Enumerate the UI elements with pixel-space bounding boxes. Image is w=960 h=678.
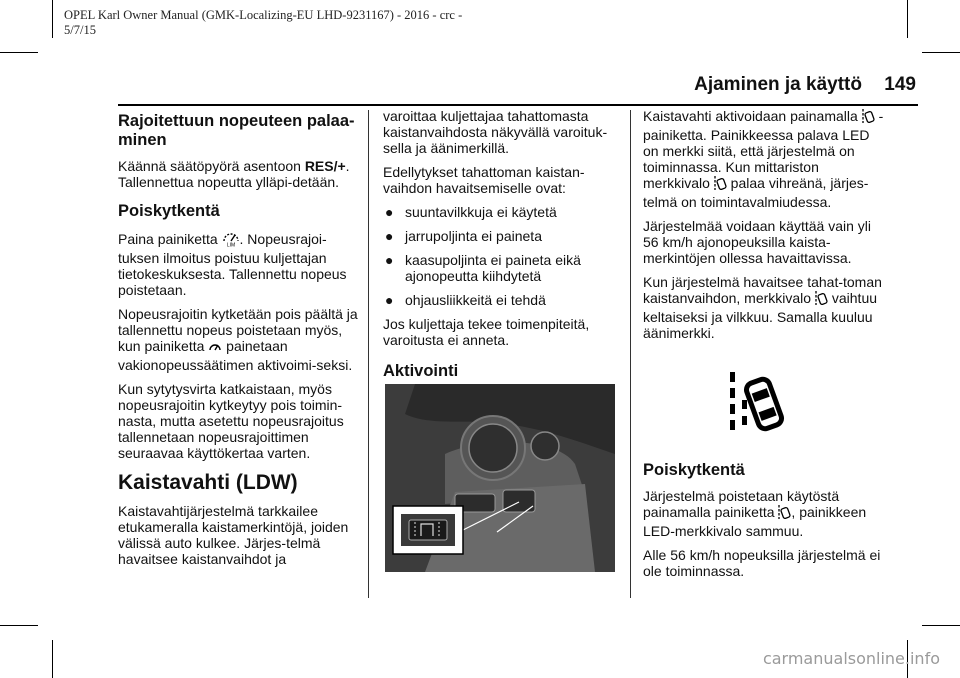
column-1 xyxy=(118,112,358,575)
lane-departure-icon xyxy=(862,108,875,127)
paragraph-activation-2: Järjestelmää voidaan käyttää vain yli 56 km/h ajonopeuksilla kaista-merkintöjen ollessa havaittavissa. xyxy=(643,218,872,266)
text: -painiketta. Painikkeessa palava LED on merkki siitä, että järjestelmä on toiminnassa. Kun mittariston merkkivalo xyxy=(643,108,884,191)
heading-resume: Rajoitettuun nopeuteen palaa-minen xyxy=(118,112,355,149)
crop-mark xyxy=(52,0,53,38)
cruise-control-icon xyxy=(208,340,222,357)
heading-switch-off-ldw: Poiskytkentä xyxy=(643,461,745,479)
svg-text:LIM: LIM xyxy=(226,242,235,247)
paragraph-off-2 xyxy=(118,306,358,373)
text: Kaistavahti aktivoidaan painamalla xyxy=(643,108,862,124)
column-separator xyxy=(368,110,369,598)
paragraph-activation-3 xyxy=(643,274,888,341)
section-title: Ajaminen ja käyttö xyxy=(694,74,862,95)
paragraph-ldw-off-2: Alle 56 km/h nopeuksilla järjestelmä ei ole toiminnassa. xyxy=(643,547,881,579)
res-label: RES/+ xyxy=(304,158,346,174)
paragraph-conditions: Edellytykset tahattoman kaistan-vaihdon havaitsemiselle ovat: xyxy=(383,164,585,196)
text: Kun järjestelmä havaitsee tahat-toman kaistanvaihdon, merkkivalo xyxy=(643,274,882,306)
crop-mark xyxy=(922,52,960,53)
speed-limiter-icon xyxy=(222,229,240,250)
column-2 xyxy=(383,108,623,389)
list-item-text: ohjausliikkeitä ei tehdä xyxy=(405,292,546,308)
text: palaa vihreänä, järjes-telmä on toimintavalmiudessa. xyxy=(643,175,869,210)
lane-departure-icon xyxy=(778,504,791,523)
print-metadata xyxy=(64,8,462,38)
bullet: ● xyxy=(385,204,394,220)
print-metadata-line1: OPEL Karl Owner Manual (GMK-Localizing-EU LHD-9231167) - 2016 - crc - xyxy=(64,8,463,22)
paragraph-resume xyxy=(118,158,358,190)
bullet: ● xyxy=(385,228,394,244)
text: . Nopeusrajoi-tuksen ilmoitus poistuu kuljettajan tietokeskuksesta. Tallennettu nopeus poistetaan. xyxy=(118,231,347,298)
text: vaihtuu keltaiseksi ja vilkkuu. Samalla kuuluu äänimerkki. xyxy=(643,290,878,341)
paragraph-driver: Jos kuljettaja tekee toimenpiteitä, varoitusta ei anneta. xyxy=(383,316,590,348)
heading-switch-off: Poiskytkentä xyxy=(118,202,220,220)
paragraph-activation-1 xyxy=(643,108,888,210)
crop-mark xyxy=(907,0,908,38)
column-3 xyxy=(643,108,888,587)
list-item xyxy=(383,228,623,244)
list-item xyxy=(383,252,623,284)
crop-mark xyxy=(52,640,53,678)
lane-departure-icon xyxy=(815,290,828,309)
footer-watermark: carmanualsonline.info xyxy=(762,649,940,668)
list-item-text: suuntavilkkuja ei käytetä xyxy=(405,204,557,220)
print-metadata-line2: 5/7/15 xyxy=(64,23,96,37)
text: Paina painiketta xyxy=(118,231,222,247)
heading-activation: Aktivointi xyxy=(383,362,459,380)
paragraph-ldw: Kaistavahtijärjestelmä tarkkailee etukameralla kaistamerkintöjä, joiden välissä auto kulkee. Järjes-telmä havaitsee kaistanvaihdot ja xyxy=(118,503,349,567)
list-item-text: kaasupoljinta ei paineta eikä ajonopeutta kiihdytetä xyxy=(405,252,581,284)
heading-ldw: Kaistavahti (LDW) xyxy=(118,471,298,494)
crop-mark xyxy=(0,625,38,626)
dashboard-switch-photo xyxy=(385,384,615,572)
list-item xyxy=(383,292,623,308)
lane-departure-icon xyxy=(714,175,727,194)
list-item-text: jarrupoljinta ei paineta xyxy=(405,228,542,244)
text: . Tallennettua nopeutta ylläpi-detään. xyxy=(118,158,350,190)
crop-mark xyxy=(0,52,38,53)
paragraph-off-3: Kun sytytysvirta katkaistaan, myös nopeusrajoitin kytkeytyy pois toimin-nasta, mutta asetettu nopeusrajoitus tallennetaan nopeusrajoittimen seuraavaa käyttökertaa varten. xyxy=(118,381,344,461)
list-item xyxy=(383,204,623,220)
column-separator xyxy=(630,110,631,598)
bullet: ● xyxy=(385,292,394,308)
paragraph-off-1 xyxy=(118,229,358,298)
header-rule xyxy=(118,104,918,106)
paragraph-warning: varoittaa kuljettajaa tahattomasta kaistanvaihdosta näkyvällä varoituk-sella ja äänimerkillä. xyxy=(383,108,608,156)
text: Järjestelmä poistetaan käytöstä painamalla painiketta xyxy=(643,488,840,520)
text: Nopeusrajoitin kytketään pois päältä ja tallennettu nopeus poistetaan myös, kun painiketta xyxy=(118,306,358,354)
page-number: 149 xyxy=(884,74,916,95)
text: painetaan vakionopeussäätimen aktivoimi-seksi. xyxy=(118,338,353,373)
crop-mark xyxy=(922,625,960,626)
text: , painikkeen LED-merkkivalo sammuu. xyxy=(643,504,867,539)
lane-departure-warning-icon xyxy=(726,370,786,445)
text: Käännä säätöpyörä asentoon xyxy=(118,158,305,174)
bullet: ● xyxy=(385,252,394,268)
paragraph-ldw-off-1 xyxy=(643,488,888,539)
